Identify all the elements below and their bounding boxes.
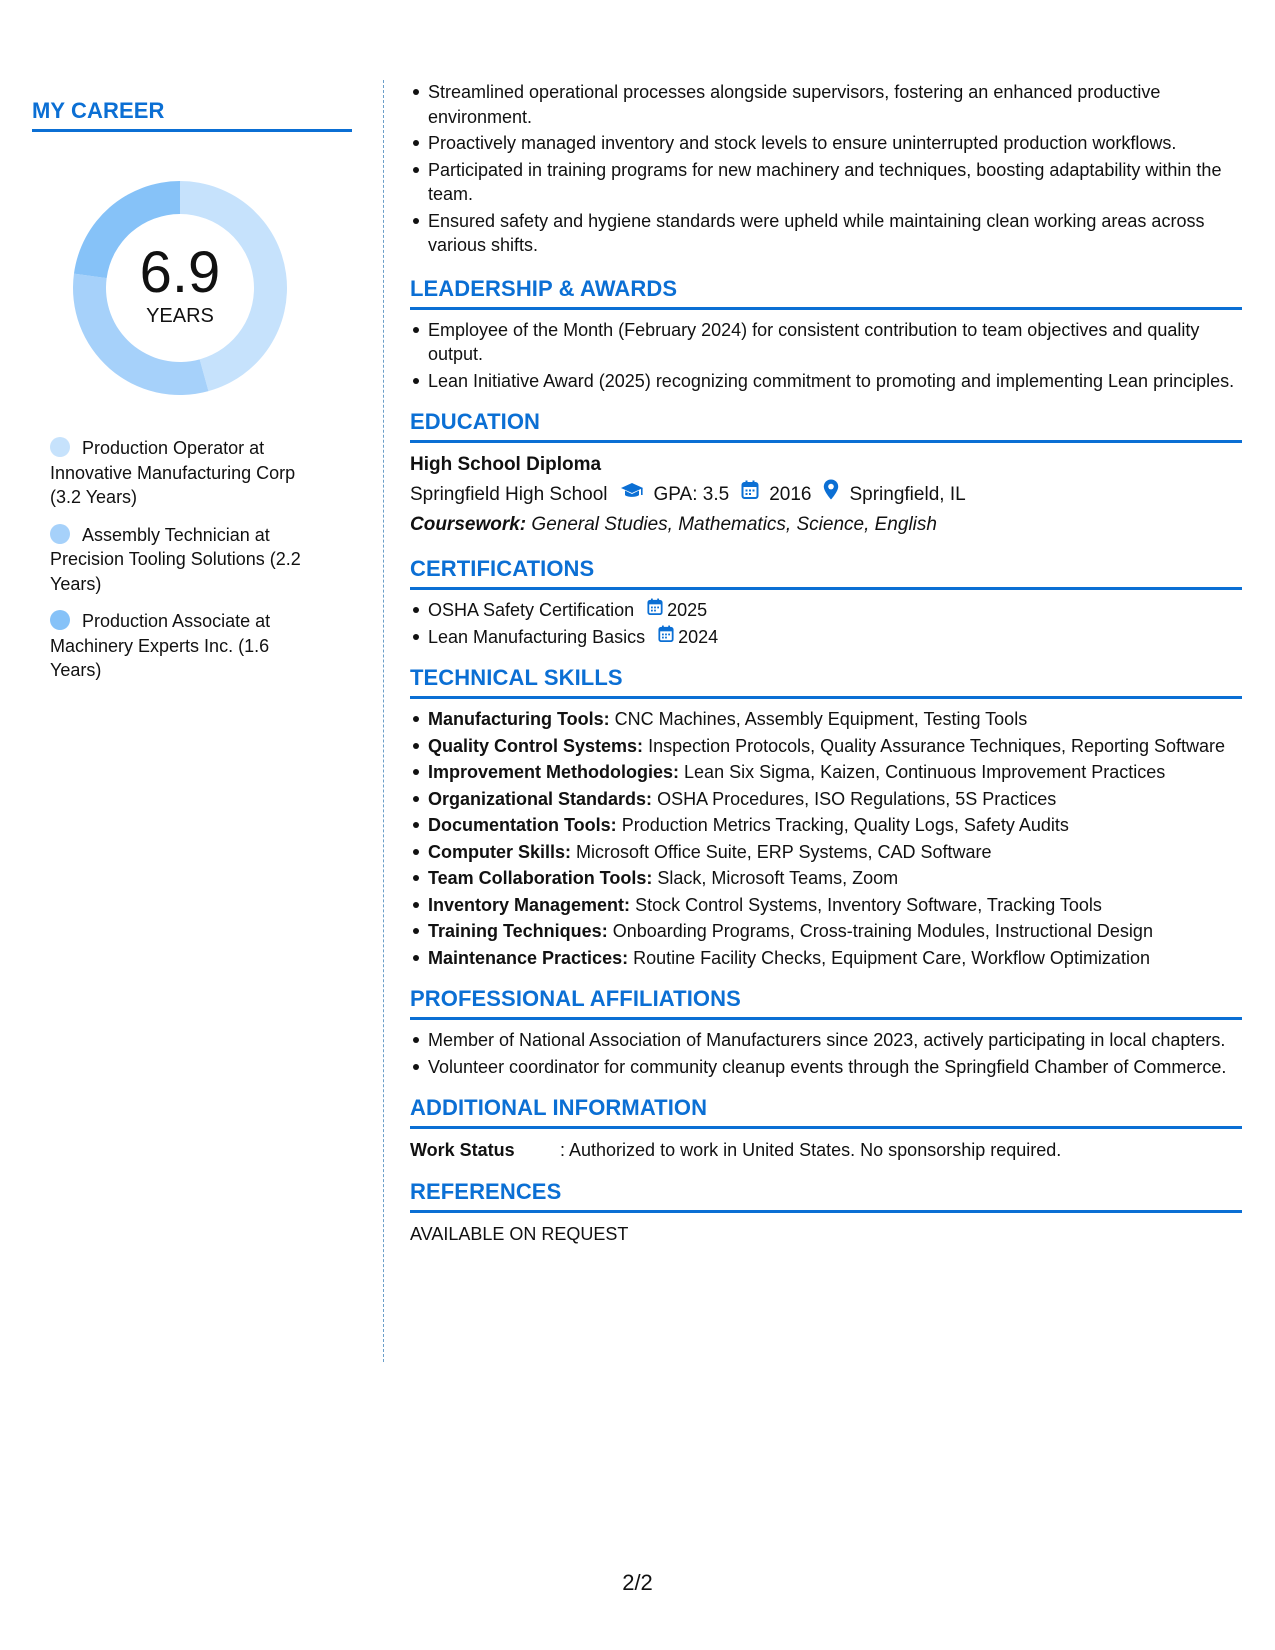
- list-item: [428, 598, 1242, 623]
- skill-label: Documentation Tools:: [428, 815, 617, 835]
- list-item: Participated in training programs for new machinery and techniques, boosting adaptability within the team.: [428, 158, 1242, 207]
- education-details: [410, 479, 1242, 510]
- career-sidebar: [32, 80, 352, 696]
- list-item: [428, 866, 1242, 891]
- legend-item: [50, 436, 320, 510]
- total-years-unit: YEARS: [146, 304, 214, 327]
- skill-value: Stock Control Systems, Inventory Software, Tracking Tools: [635, 894, 1102, 915]
- calendar-icon: [647, 598, 667, 623]
- cert-year: 2024: [678, 626, 719, 647]
- section-title: CERTIFICATIONS: [410, 556, 1242, 590]
- additional-info-section: [410, 1095, 1242, 1163]
- calendar-icon: [741, 480, 759, 510]
- column-divider: [383, 80, 384, 1362]
- skill-label: Manufacturing Tools:: [428, 709, 610, 729]
- skill-label: Quality Control Systems:: [428, 735, 644, 756]
- skill-label: Team Collaboration Tools:: [428, 868, 653, 888]
- section-title: TECHNICAL SKILLS: [410, 665, 1242, 699]
- references-text: AVAILABLE ON REQUEST: [410, 1224, 629, 1244]
- list-item: Member of National Association of Manufacturers since 2023, actively participating in local chapters.: [428, 1028, 1242, 1053]
- list-item: [428, 946, 1242, 971]
- main-content: [410, 80, 1242, 1263]
- list-item: [428, 893, 1242, 918]
- skill-label: Computer Skills:: [428, 841, 572, 862]
- skill-label: Organizational Standards:: [428, 788, 653, 809]
- work-status-value: : Authorized to work in United States. No sponsorship required.: [560, 1140, 1062, 1160]
- experience-continued: [410, 80, 1242, 258]
- cert-name: Lean Manufacturing Basics: [428, 626, 646, 647]
- list-item: Volunteer coordinator for community cleanup events through the Springfield Chamber of Commerce.: [428, 1055, 1242, 1080]
- legend-dot: [50, 610, 70, 630]
- graduation-cap-icon: [620, 480, 644, 510]
- gpa: GPA: 3.5: [653, 483, 730, 505]
- work-status-row: [410, 1137, 1242, 1163]
- list-item: [428, 919, 1242, 944]
- legend-label: Production Associate at Machinery Experts Inc. (1.6 Years): [50, 611, 271, 680]
- legend-label: Production Operator at Innovative Manufacturing Corp (3.2 Years): [50, 438, 296, 507]
- affiliations-section: [410, 986, 1242, 1079]
- skill-value: Onboarding Programs, Cross-training Modules, Instructional Design: [612, 921, 1153, 941]
- skill-value: Slack, Microsoft Teams, Zoom: [657, 868, 899, 888]
- section-title: ADDITIONAL INFORMATION: [410, 1095, 1242, 1129]
- school-name: Springfield High School: [410, 483, 608, 505]
- list-item: Lean Initiative Award (2025) recognizing commitment to promoting and implementing Lean principles.: [428, 369, 1242, 394]
- coursework-label: Coursework:: [410, 514, 527, 535]
- degree: High School Diploma: [410, 454, 602, 475]
- school-location: Springfield, IL: [849, 483, 966, 505]
- list-item: Streamlined operational processes alongside supervisors, fostering an enhanced productive environment.: [428, 80, 1242, 129]
- cert-year: 2025: [667, 600, 708, 620]
- list-item: Ensured safety and hygiene standards were upheld while maintaining clean working areas across various shifts.: [428, 209, 1242, 258]
- skill-label: Improvement Methodologies:: [428, 762, 680, 782]
- total-years-value: 6.9: [139, 239, 221, 305]
- coursework-value: General Studies, Mathematics, Science, English: [531, 514, 937, 535]
- coursework: [410, 510, 1242, 540]
- list-item: Proactively managed inventory and stock levels to ensure uninterrupted production workflows.: [428, 131, 1242, 156]
- leadership-section: [410, 276, 1242, 394]
- skill-label: Inventory Management:: [428, 894, 631, 915]
- legend-item: [50, 523, 320, 597]
- skill-value: Lean Six Sigma, Kaizen, Continuous Improvement Practices: [684, 762, 1166, 782]
- certifications-section: [410, 556, 1242, 649]
- skill-value: Production Metrics Tracking, Quality Logs, Safety Audits: [621, 815, 1069, 835]
- skill-value: Routine Facility Checks, Equipment Care, Workflow Optimization: [633, 947, 1150, 968]
- location-pin-icon: [823, 479, 839, 510]
- skill-value: Microsoft Office Suite, ERP Systems, CAD Software: [576, 841, 992, 862]
- career-title: MY CAREER: [32, 80, 352, 132]
- list-item: [428, 625, 1242, 650]
- skill-label: Maintenance Practices:: [428, 947, 629, 968]
- section-title: REFERENCES: [410, 1179, 1242, 1213]
- graduation-year: 2016: [769, 483, 812, 505]
- section-title: LEADERSHIP & AWARDS: [410, 276, 1242, 310]
- cert-name: OSHA Safety Certification: [428, 600, 635, 620]
- skill-value: OSHA Procedures, ISO Regulations, 5S Practices: [657, 788, 1057, 809]
- skill-value: Inspection Protocols, Quality Assurance Techniques, Reporting Software: [648, 735, 1226, 756]
- legend-dot: [50, 437, 70, 457]
- list-item: [428, 734, 1242, 759]
- section-title: EDUCATION: [410, 409, 1242, 443]
- career-legend: [32, 436, 352, 683]
- career-donut-chart: [66, 174, 294, 402]
- page-number: 2/2: [622, 1570, 653, 1595]
- calendar-icon: [658, 625, 678, 650]
- legend-label: Assembly Technician at Precision Tooling Solutions (2.2 Years): [50, 524, 301, 594]
- references-section: [410, 1179, 1242, 1247]
- list-item: [428, 707, 1242, 732]
- skill-label: Training Techniques:: [428, 921, 608, 941]
- section-title: PROFESSIONAL AFFILIATIONS: [410, 986, 1242, 1020]
- skill-value: CNC Machines, Assembly Equipment, Testing Tools: [614, 709, 1028, 729]
- experience-bullets: [410, 80, 1242, 258]
- legend-item: [50, 609, 320, 683]
- list-item: [428, 840, 1242, 865]
- list-item: [428, 787, 1242, 812]
- work-status-label: Work Status: [410, 1140, 515, 1160]
- skills-section: [410, 665, 1242, 970]
- list-item: [428, 760, 1242, 785]
- legend-dot: [50, 524, 70, 544]
- education-section: [410, 409, 1242, 540]
- list-item: [428, 813, 1242, 838]
- list-item: Employee of the Month (February 2024) for consistent contribution to team objectives and quality output.: [428, 318, 1242, 367]
